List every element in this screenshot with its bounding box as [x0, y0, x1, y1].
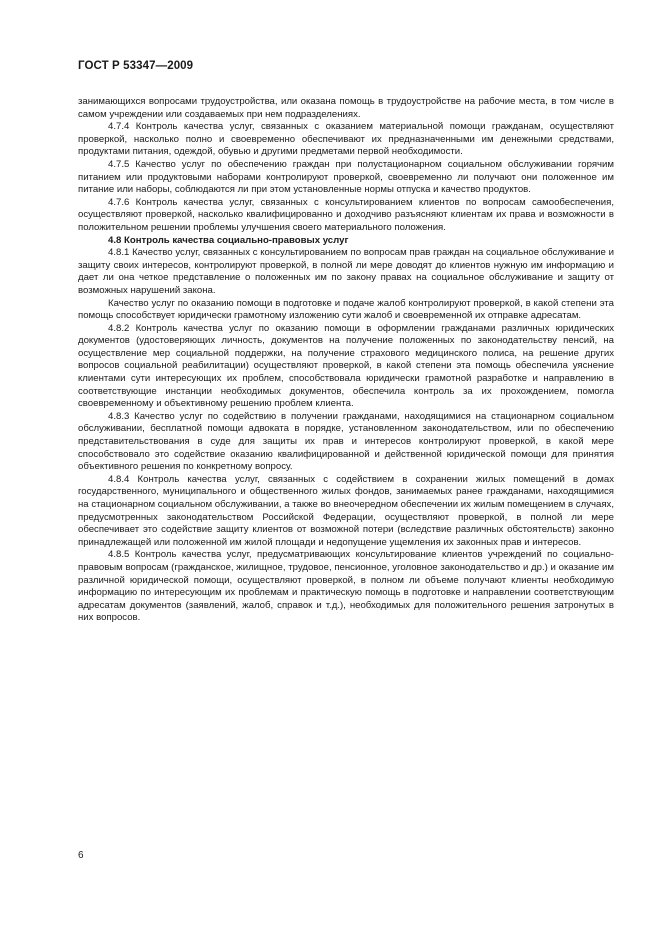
- paragraph-4-8-1-complaints: Качество услуг по оказанию помощи в подготовке и подаче жалоб контролируют проверкой, в какой степени эта помощь способствует юридически грамотному изложению сути жалоб и своевременной их отправке адресатам.: [78, 297, 614, 322]
- paragraph-4-8-1: 4.8.1 Качество услуг, связанных с консультированием по вопросам прав граждан на социальное обслуживание и защиту своих интересов, контролируют проверкой, в полной ли мере доводят до клиентов нужную им информацию и дает ли она четкое представление о положенных им по закону правах на социальное обслуживание и защиту от возможных нарушений закона.: [78, 247, 614, 296]
- document-header: ГОСТ Р 53347—2009: [78, 60, 194, 72]
- paragraph-4-7-5: 4.7.5 Качество услуг по обеспечению граждан при полустационарном социальном обслуживании горячим питанием или продуктовыми наборами контролируют проверкой, своевременно ли получают они положенное им питание или наборы, соблюдаются ли при этом установленные нормы отпуска и качество продуктов.: [78, 158, 614, 196]
- paragraph-4-8-4: 4.8.4 Контроль качества услуг, связанных с содействием в сохранении жилых помещений в домах государственного, муниципального и общественного жилых фондов, занимаемых ранее гражданами, находящимися на стационарном социальном обслуживании, а также во внеочередном обеспечении их жилым помещением в случаях, предусмотренных законодательством Российской Федерации, осуществляют проверкой, в полной ли мере обеспечивает это содействие защиту клиентов от возможной потери (вследствие различных обстоятельств) законно принадлежащей или положенной им жилой площади и недопущение ущемления их законных прав и интересов.: [78, 473, 614, 548]
- paragraph-4-8-2: 4.8.2 Контроль качества услуг по оказанию помощи в оформлении гражданами различных юридических документов (удостоверяющих личность, документов на получение положенных по законодательству пенсий, на осуществление мер социальной поддержки, на получение страхового медицинского полиса, на решение других вопросов социальной реабилитации) осуществляют проверкой, в какой степени эта помощь обеспечила уяснение клиентами сути интересующих их проблем, способствовала юридически грамотной разработке и направлению в соответствующие инстанции необходимых документов, обеспечила контроль за их прохождением, помогла своевременному и объективному решению проблем клиента.: [78, 322, 614, 410]
- paragraph-4-7-4: 4.7.4 Контроль качества услуг, связанных с оказанием материальной помощи гражданам, осуществляют проверкой, насколько полно и своевременно обеспечивают их предназначенными им денежными средствами, продуктами питания, одеждой, обувью и другими предметами первой необходимости.: [78, 121, 614, 158]
- document-body: [78, 96, 614, 625]
- section-heading-4-8: 4.8 Контроль качества социально-правовых услуг: [108, 234, 349, 246]
- paragraph-4-7-6: 4.7.6 Контроль качества услуг, связанных с консультированием клиентов по вопросам самообеспечения, осуществляют проверкой, насколько квалифицированно и доходчиво разъясняют клиентам их права и возможности в положительном решении проблемы улучшения своего материального положения.: [78, 196, 614, 233]
- paragraph-4-8-3: 4.8.3 Качество услуг по содействию в получении гражданами, находящимися на стационарном социальном обслуживании, бесплатной помощи адвоката в порядке, установленном законодательством, или по обеспечению представительствования в суде для защиты их прав и интересов контролируют проверкой, в какой мере способствовало это содействие оказанию квалифицированной и действенной юридической помощи для принятия объективного решения по конкретному вопросу.: [78, 410, 614, 473]
- paragraph-continuation: занимающихся вопросами трудоустройства, или оказана помощь в трудоустройстве на рабочие места, в том числе в самом учреждении или создаваемых при нем подразделениях.: [78, 96, 614, 120]
- paragraph-4-8-5: 4.8.5 Контроль качества услуг, предусматривающих консультирование клиентов учреждений по социально-правовым вопросам (гражданское, жилищное, трудовое, пенсионное, уголовное законодательство и др.) и оказание им различной юридической помощи, осуществляют проверкой, в полном ли объеме получают клиенты необходимую информацию по интересующим их проблемам и практическую помощь в подготовке и направлении соответствующим адресатам документов (заявлений, жалоб, справок и т.д.), необходимых для положительного решения затронутых в них вопросов.: [78, 549, 614, 624]
- page-number: 6: [78, 850, 84, 861]
